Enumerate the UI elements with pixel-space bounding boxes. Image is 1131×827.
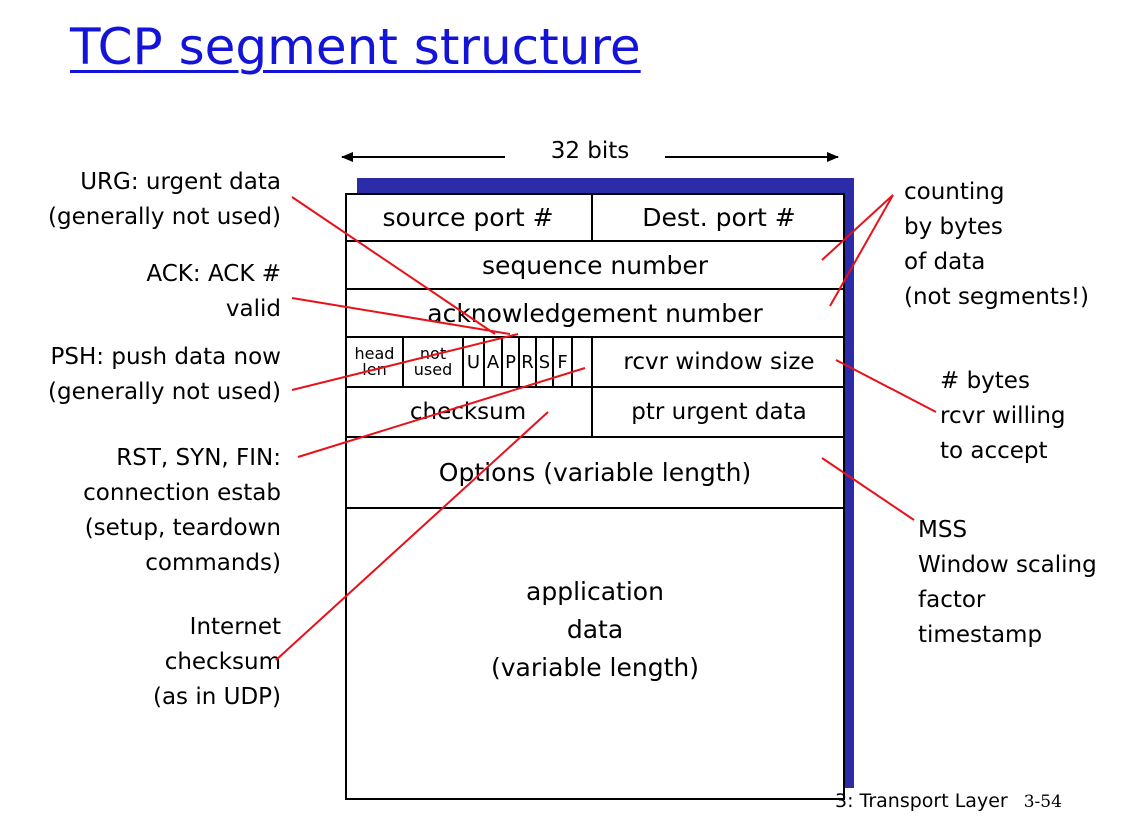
- urgent-pointer-field: ptr urgent data: [631, 399, 807, 425]
- annotation-line: (generally not used): [48, 379, 281, 405]
- sequence-number-field: sequence number: [482, 250, 708, 280]
- pointer-lines: [276, 195, 936, 660]
- width-label: 32 bits: [550, 138, 630, 164]
- ack-pointer-line: [292, 298, 510, 334]
- annotation-line: rcvr willing: [940, 403, 1066, 429]
- not-used-field: not used: [413, 344, 453, 379]
- annotation-line: # bytes: [940, 368, 1030, 394]
- psh-pointer-line: [292, 334, 518, 390]
- annotation-line: checksum: [164, 649, 281, 675]
- annotation-line: (as in UDP): [152, 684, 281, 710]
- checksum-field: checksum: [409, 399, 527, 425]
- ack-number-field: acknowledgement number: [427, 298, 763, 328]
- rsf-pointer-line: [298, 368, 585, 457]
- flag-urg: U: [466, 351, 481, 373]
- app-data-line: data: [566, 615, 624, 644]
- rcvr-window-field: rcvr window size: [623, 349, 815, 375]
- annotation-line: (generally not used): [48, 204, 281, 230]
- annotation-line: (not segments!): [904, 284, 1090, 310]
- flag-fin: F: [557, 351, 568, 373]
- dest-port-field: Dest. port #: [642, 203, 796, 232]
- counting-pointer-line-seq: [822, 195, 893, 260]
- window-pointer-line: [836, 360, 936, 412]
- annotation-line: of data: [904, 249, 986, 275]
- annotation-line: PSH: push data now: [50, 344, 281, 370]
- flag-rst: R: [521, 351, 534, 373]
- checksum-pointer-line: [276, 412, 548, 660]
- chapter-label: 3: Transport Layer: [835, 790, 1008, 812]
- annotation-line: timestamp: [918, 622, 1043, 648]
- app-data-line: application: [526, 577, 664, 606]
- app-data-line: (variable length): [491, 653, 699, 682]
- page-title: TCP segment structure: [70, 18, 641, 76]
- annotation-line: counting: [904, 179, 1005, 205]
- annotation-line: (setup, teardown: [84, 515, 281, 541]
- head-len-field: head len: [354, 344, 395, 379]
- flag-psh: P: [505, 351, 516, 373]
- annotation-line: to accept: [940, 438, 1048, 464]
- annotation-line: Window scaling: [918, 552, 1097, 578]
- source-port-field: source port #: [382, 203, 554, 232]
- annotation-line: valid: [225, 296, 281, 322]
- annotation-line: connection estab: [83, 480, 281, 506]
- flag-syn: S: [538, 351, 551, 373]
- annotation-line: factor: [918, 587, 986, 613]
- urg-pointer-line: [292, 197, 495, 334]
- slide-footer: [835, 790, 1062, 812]
- annotation-line: ACK: ACK #: [146, 261, 281, 287]
- annotation-line: MSS: [918, 517, 968, 543]
- options-pointer-line: [822, 458, 914, 520]
- flag-ack: A: [486, 351, 500, 373]
- annotation-line: URG: urgent data: [80, 169, 281, 195]
- annotation-line: by bytes: [904, 214, 1003, 240]
- annotation-line: Internet: [189, 614, 281, 640]
- page-number: 3-54: [1023, 792, 1062, 812]
- options-field: Options (variable length): [438, 458, 752, 487]
- counting-pointer-line-ack: [830, 195, 893, 306]
- annotation-line: commands): [145, 550, 281, 576]
- annotation-line: RST, SYN, FIN:: [116, 445, 281, 471]
